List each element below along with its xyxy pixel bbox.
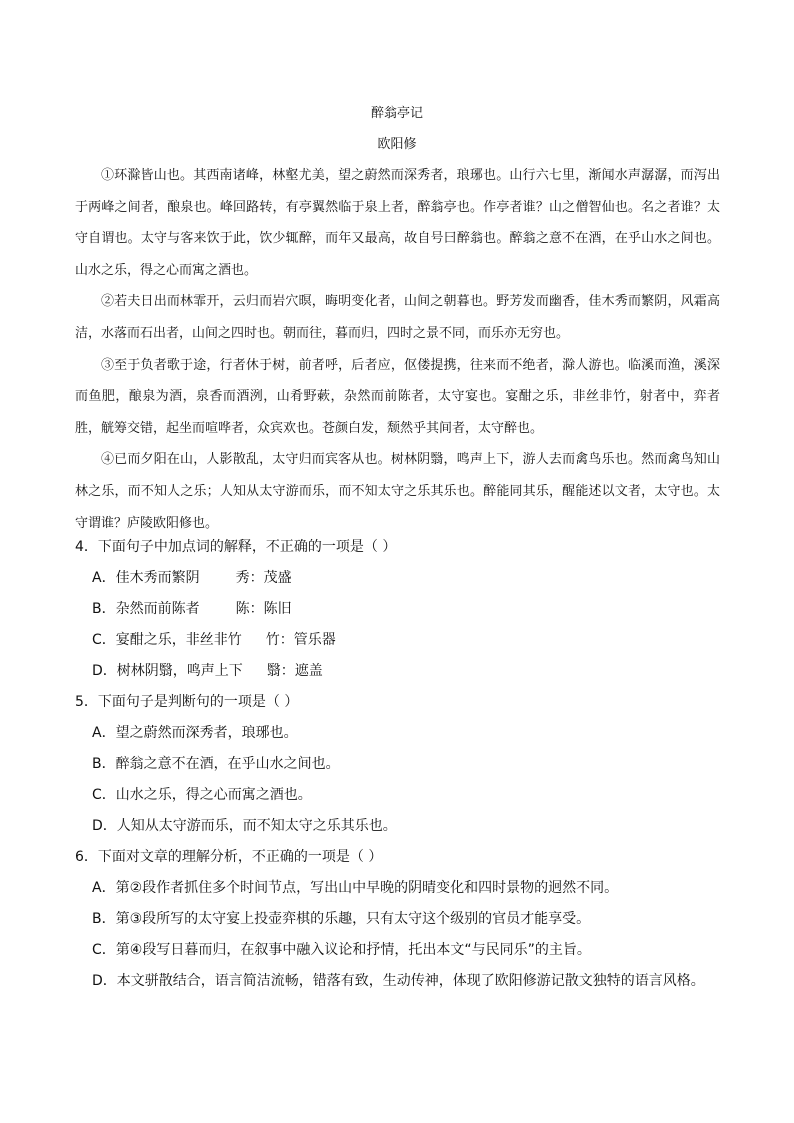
option-word-explanation: 陈：陈旧 <box>235 601 292 617</box>
option-sentence: 第②段作者抓住多个时间节点，写出山中早晚的阴晴变化和四时景物的迥然不同。 <box>115 880 619 896</box>
option-d <box>75 660 735 691</box>
option-c <box>75 939 735 970</box>
passage-paragraph-3: ③至于负者歌于途，行者休于树，前者呼，后者应，伛偻提携，往来而不绝者，滁人游也。临溪而渔，溪深而鱼肥，酿泉为酒，泉香而酒洌，山肴野蔌，杂然而前陈者，太守宴也。宴酣之乐，非丝非竹，射者中，弈者胜，觥筹交错，起坐而喧哗者，众宾欢也。苍颜白发，颓然乎其间者，太守醉也。 <box>75 357 720 436</box>
option-b <box>75 598 735 629</box>
option-sentence: 树林阴翳，鸣声上下 <box>116 663 243 679</box>
option-a <box>75 722 735 753</box>
option-label: D． <box>92 818 117 834</box>
question-list <box>75 536 735 1001</box>
question-stem: 5．下面句子是判断句的一项是（ ） <box>75 694 299 710</box>
passage-paragraph-1: ①环滁皆山也。其西南诸峰，林壑尤美，望之蔚然而深秀者，琅琊也。山行六七里，渐闻水声潺潺，而泻出于两峰之间者，酿泉也。峰回路转，有亭翼然临于泉上者，醉翁亭也。作亭者谁？山之僧智仙也。名之者谁？太守自谓也。太守与客来饮于此，饮少辄醉，而年又最高，故自号曰醉翁也。醉翁之意不在酒，在乎山水之间也。山水之乐，得之心而寓之酒也。 <box>75 168 720 278</box>
option-sentence: 宴酣之乐，非丝非竹 <box>115 632 242 648</box>
option-word-explanation: 翳：遮盖 <box>266 663 323 679</box>
option-a <box>75 877 735 908</box>
option-word-explanation: 竹：管乐器 <box>265 632 336 648</box>
passage-title: 醉翁亭记 <box>370 106 423 121</box>
option-label: A． <box>92 570 116 586</box>
option-sentence: 杂然而前陈者 <box>115 601 200 617</box>
option-label: C． <box>92 787 116 803</box>
option-label: B． <box>92 601 116 617</box>
option-label: D． <box>92 663 117 679</box>
option-label: A． <box>92 725 116 741</box>
question-stem: 4．下面句子中加点词的解释，不正确的一项是（ ） <box>75 539 397 555</box>
option-sentence: 望之蔚然而深秀者，琅琊也。 <box>115 725 298 741</box>
question-4 <box>75 536 735 691</box>
passage-body <box>75 160 720 539</box>
option-c <box>75 629 735 660</box>
option-sentence: 第③段所写的太守宴上投壶弈棋的乐趣，只有太守这个级别的官员才能享受。 <box>115 911 591 927</box>
option-label: C． <box>92 632 116 648</box>
question-stem: 6．下面对文章的理解分析，不正确的一项是（ ） <box>75 849 383 865</box>
option-label: D． <box>92 973 117 989</box>
question-5 <box>75 691 735 846</box>
option-sentence: 佳木秀而繁阴 <box>115 570 200 586</box>
option-sentence: 醉翁之意不在酒，在乎山水之间也。 <box>115 756 340 772</box>
option-sentence: 本文骈散结合，语言简洁流畅，错落有致，生动传神，体现了欧阳修游记散文独特的语言风格。 <box>116 973 705 989</box>
passage-paragraph-2: ②若夫日出而林霏开，云归而岩穴暝，晦明变化者，山间之朝暮也。野芳发而幽香，佳木秀而繁阴，风霜高洁，水落而石出者，山间之四时也。朝而往，暮而归，四时之景不同，而乐亦无穷也。 <box>75 294 720 341</box>
question-6 <box>75 846 735 1001</box>
passage-paragraph-4: ④已而夕阳在山，人影散乱，太守归而宾客从也。树林阴翳，鸣声上下，游人去而禽鸟乐也。然而禽鸟知山林之乐，而不知人之乐；人知从太守游而乐，而不知太守之乐其乐也。醉能同其乐，醒能述以文者，太守也。太守谓谁？庐陵欧阳修也。 <box>75 452 720 531</box>
option-label: A． <box>92 880 116 896</box>
option-label: B． <box>92 756 116 772</box>
option-sentence: 第④段写日暮而归，在叙事中融入议论和抒情，托出本文“与民同乐”的主旨。 <box>115 942 591 958</box>
option-sentence: 人知从太守游而乐，而不知太守之乐其乐也。 <box>116 818 397 834</box>
option-d <box>75 970 735 1001</box>
option-b <box>75 908 735 939</box>
option-sentence: 山水之乐，得之心而寓之酒也。 <box>115 787 312 803</box>
option-b <box>75 753 735 784</box>
option-label: C． <box>92 942 116 958</box>
option-d <box>75 815 735 846</box>
passage-author: 欧阳修 <box>377 137 417 152</box>
option-c <box>75 784 735 815</box>
option-label: B． <box>92 911 116 927</box>
option-word-explanation: 秀：茂盛 <box>235 570 292 586</box>
option-a <box>75 567 735 598</box>
